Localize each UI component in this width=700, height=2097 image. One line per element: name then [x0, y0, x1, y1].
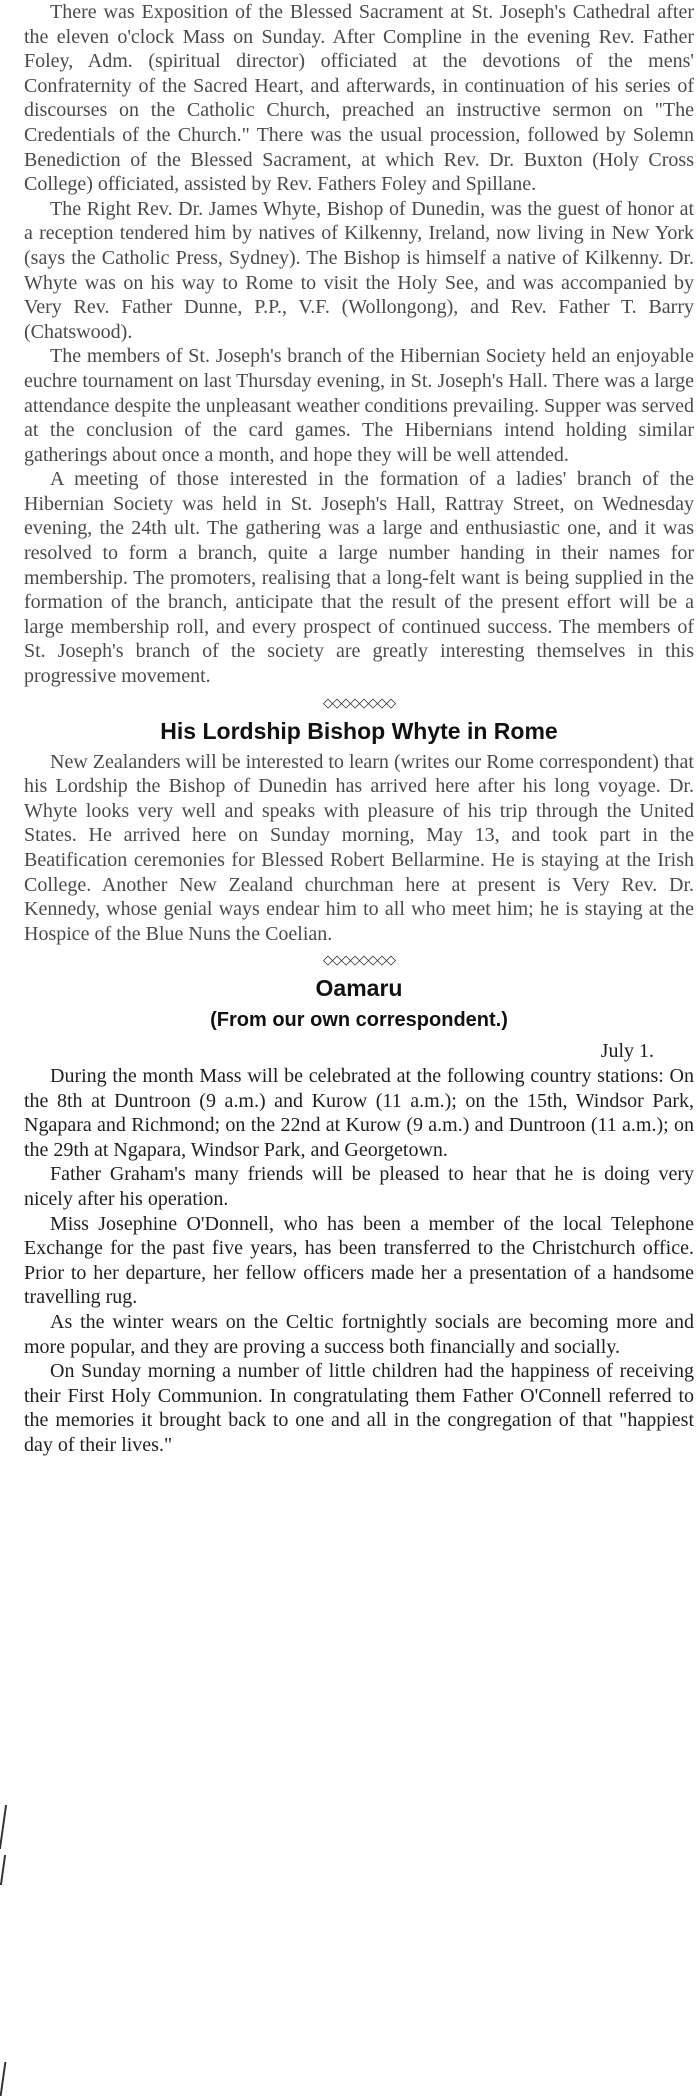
margin-mark — [0, 2062, 12, 2096]
oamaru-paragraph-first-communion: On Sunday morning a number of little children had the happiness of receiving their First Holy Communion. In congratulating them Father O'Connell referred to the memories it brought back to one and all in the congregation of that "happiest day of their lives." — [24, 1360, 694, 1456]
rome-headline: His Lordship Bishop Whyte in Rome — [160, 717, 558, 744]
section-divider-ornament: ◇◇◇◇◇◇◇◇ — [323, 952, 395, 968]
margin-mark — [0, 1805, 13, 1849]
margin-mark — [0, 1855, 12, 1885]
oamaru-paragraph-celtic-socials: As the winter wears on the Celtic fortnightly socials are becoming more and more popular, and they are proving a success both financially and socially. — [24, 1310, 694, 1358]
oamaru-paragraph-father-graham: Father Graham's many friends will be pleased to hear that he is doing very nicely after his operation. — [24, 1163, 694, 1210]
dateline: July 1. — [600, 1040, 654, 1063]
article-paragraph-bishop-reception: The Right Rev. Dr. James Whyte, Bishop of Dunedin, was the guest of honor at a reception tendered him by natives of Kilkenny, Ireland, now living in New York (says the Catholic Press, Sydney). The Bishop is himself a native of Kilkenny. Dr. Whyte was on his way to Rome to visit the Holy See, and was accompanied by Very Rev. Father Dunne, P.P., V.F. (Wollongong), and Rev. Father T. Barry (Chatswood). — [24, 197, 694, 343]
rome-section — [24, 716, 694, 947]
section-divider-ornament: ◇◇◇◇◇◇◇◇ — [323, 694, 395, 710]
oamaru-paragraph-odonnell: Miss Josephine O'Donnell, who has been a member of the local Telephone Exchange for the past five years, has been transferred to the Christchurch office. Prior to her departure, her fellow officers made her a presentation of a handsome travelling rug. — [24, 1212, 694, 1309]
article-paragraph-ladies-branch: A meeting of those interested in the formation of a ladies' branch of the Hibernian Society was held in St. Joseph's Hall, Rattray Street, on Wednesday evening, the 24th ult. The gathering was a large and enthusiastic one, and it was resolved to form a branch, quite a large number handing in their names for membership. The promoters, realising that a long-felt want is being supplied in the formation of the branch, anticipate that the result of the present effort will be a large membership roll, and every prospect of continued success. The members of St. Joseph's branch of the society are greatly interesting themselves in this progressive movement. — [24, 468, 694, 688]
oamaru-section — [24, 973, 694, 1457]
oamaru-headline: Oamaru — [315, 975, 403, 1002]
correspondent-byline: (From our own correspondent.) — [210, 1009, 508, 1032]
article-paragraph-exposition: There was Exposition of the Blessed Sacrament at St. Joseph's Cathedral after the eleven o'clock Mass on Sunday. After Compline in the evening Rev. Father Foley, Adm. (spiritual director) officiated at the devotions of the mens' Confraternity of the Sacred Heart, and afterwards, in continuation of his series of discourses on the Catholic Church, preached an instructive sermon on "The Credentials of the Church." There was the usual procession, followed by Solemn Benediction of the Blessed Sacrament, at which Rev. Dr. Buxton (Holy Cross College) officiated, assisted by Rev. Fathers Foley and Spillane. — [24, 1, 694, 196]
cathedral-news-section — [24, 0, 694, 689]
newspaper-column — [24, 0, 694, 1457]
article-paragraph-hibernian-euchre: The members of St. Joseph's branch of the Hibernian Society held an enjoyable euchre tournament on last Thursday evening, in St. Joseph's Hall. There was a large attendance despite the unpleasant weather conditions prevailing. Supper was served at the conclusion of the card games. The Hibernians intend holding similar gatherings about once a month, and hope they will be well attended. — [24, 345, 694, 466]
oamaru-paragraph-mass-schedule: During the month Mass will be celebrated at the following country stations: On the 8th at Duntroon (9 a.m.) and Kurow (11 a.m.); on the 15th, Windsor Park, Ngapara and Richmond; on the 22nd at Kurow (9 a.m.) and Duntroon (11 a.m.); on the 29th at Ngapara, Windsor Park, and Georgetown. — [24, 1064, 694, 1161]
rome-paragraph: New Zealanders will be interested to learn (writes our Rome correspondent) that his Lordship the Bishop of Dunedin has arrived here after his long voyage. Dr. Whyte looks very well and speaks with pleasure of his trip through the United States. He arrived here on Sunday morning, May 13, and took part in the Beatification ceremonies for Blessed Robert Bellarmine. He is staying at the Irish College. Another New Zealand churchman here at present is Very Rev. Dr. Kennedy, whose genial ways endear him to all who meet him; he is staying at the Hospice of the Blue Nuns the Coelian. — [24, 750, 694, 945]
